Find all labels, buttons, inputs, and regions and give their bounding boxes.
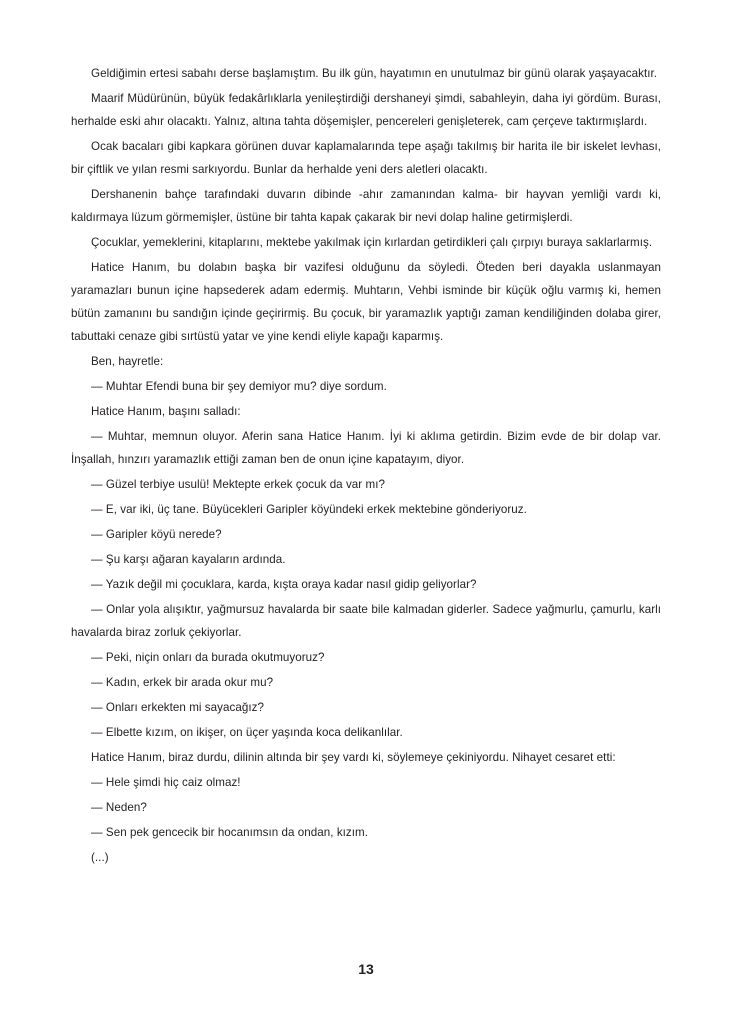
dialogue-line: — Kadın, erkek bir arada okur mu?	[91, 676, 274, 689]
ellipsis-marker: (...)	[91, 851, 109, 864]
paragraph: Hatice Hanım, biraz durdu, dilinin altında bir şey vardı ki, söylemeye çekiniyordu. Nihayet cesaret etti:	[91, 751, 616, 764]
dialogue-line: — Muhtar Efendi buna bir şey demiyor mu? diye sordum.	[91, 380, 387, 393]
paragraph: Ocak bacaları gibi kapkara görünen duvar kaplamalarında tepe aşağı takılmış bir harita ile bir iskelet levhası, bir çiftlik ve yılan resmi sarkıyordu. Bunlar da herhalde yeni ders aletleri olacaktı.	[71, 140, 661, 176]
dialogue-line: — Muhtar, memnun oluyor. Aferin sana Hatice Hanım. İyi ki aklıma getirdin. Bizim evde de bir dolap var. İnşallah, hınzırı yaramazlık ettiği zaman ben de onun içine kapatayım, diyor.	[71, 430, 661, 466]
dialogue-line: — Sen pek gencecik bir hocanımsın da ondan, kızım.	[91, 826, 369, 839]
paragraph: Hatice Hanım, başını salladı:	[91, 405, 241, 418]
dialogue-line: — Garipler köyü nerede?	[91, 528, 222, 541]
dialogue-line: — Onları erkekten mi sayacağız?	[91, 701, 264, 714]
dialogue-line: — Neden?	[91, 801, 147, 814]
dialogue-line: — E, var iki, üç tane. Büyücekleri Garipler köyündeki erkek mektebine gönderiyoruz.	[91, 503, 527, 516]
text-body	[71, 62, 661, 871]
paragraph: Geldiğimin ertesi sabahı derse başlamıştım. Bu ilk gün, hayatımın en unutulmaz bir günü olarak yaşayacaktır.	[91, 67, 658, 80]
paragraph: Hatice Hanım, bu dolabın başka bir vazifesi olduğunu da söyledi. Öteden beri dayakla uslanmayan yaramazları bunun içine hapsederek adam edermiş. Muhtarın, Vehbi isminde bir küçük oğlu varmış ki, hemen bütün zamanını bu sandığın içinde geçirirmiş. Bu çocuk, bir yaramazlık yaptığı zaman kendiliğinden dolaba girer, tabuttaki cenaze gibi sırtüstü yatar ve yine kendi eliyle kapağı kaparmış.	[71, 261, 661, 343]
dialogue-line: — Güzel terbiye usulü! Mektepte erkek çocuk da var mı?	[91, 478, 385, 491]
dialogue-line: — Peki, niçin onları da burada okutmuyoruz?	[91, 651, 325, 664]
paragraph: Maarif Müdürünün, büyük fedakârlıklarla yenileştirdiği dershaneyi şimdi, sabahleyin, daha iyi gördüm. Burası, herhalde eski ahır olacaktı. Yalnız, altına tahta döşemişler, pencereleri genişleterek, cam çerçeve taktırmışlardı.	[71, 92, 661, 128]
dialogue-line: — Onlar yola alışıktır, yağmursuz havalarda bir saate bile kalmadan giderler. Sadece yağmurlu, çamurlu, karlı havalarda biraz zorluk çekiyorlar.	[71, 603, 661, 639]
dialogue-line: — Hele şimdi hiç caiz olmaz!	[91, 776, 241, 789]
dialogue-line: — Şu karşı ağaran kayaların ardında.	[91, 553, 286, 566]
page-number: 13	[358, 961, 374, 977]
dialogue-line: — Yazık değil mi çocuklara, karda, kışta oraya kadar nasıl gidip geliyorlar?	[91, 578, 477, 591]
paragraph: Dershanenin bahçe tarafındaki duvarın dibinde -ahır zamanından kalma- bir hayvan yemliği vardı ki, kaldırmaya lüzum görmemişler, üstüne bir tahta kapak çakarak bir nevi dolap haline getirmişlerdi.	[71, 188, 661, 224]
paragraph: Çocuklar, yemeklerini, kitaplarını, mektebe yakılmak için kırlardan getirdikleri çalı çırpıyı buraya saklarlarmış.	[91, 236, 653, 249]
paragraph: Ben, hayretle:	[91, 355, 164, 368]
dialogue-line: — Elbette kızım, on ikişer, on üçer yaşında koca delikanlılar.	[91, 726, 403, 739]
